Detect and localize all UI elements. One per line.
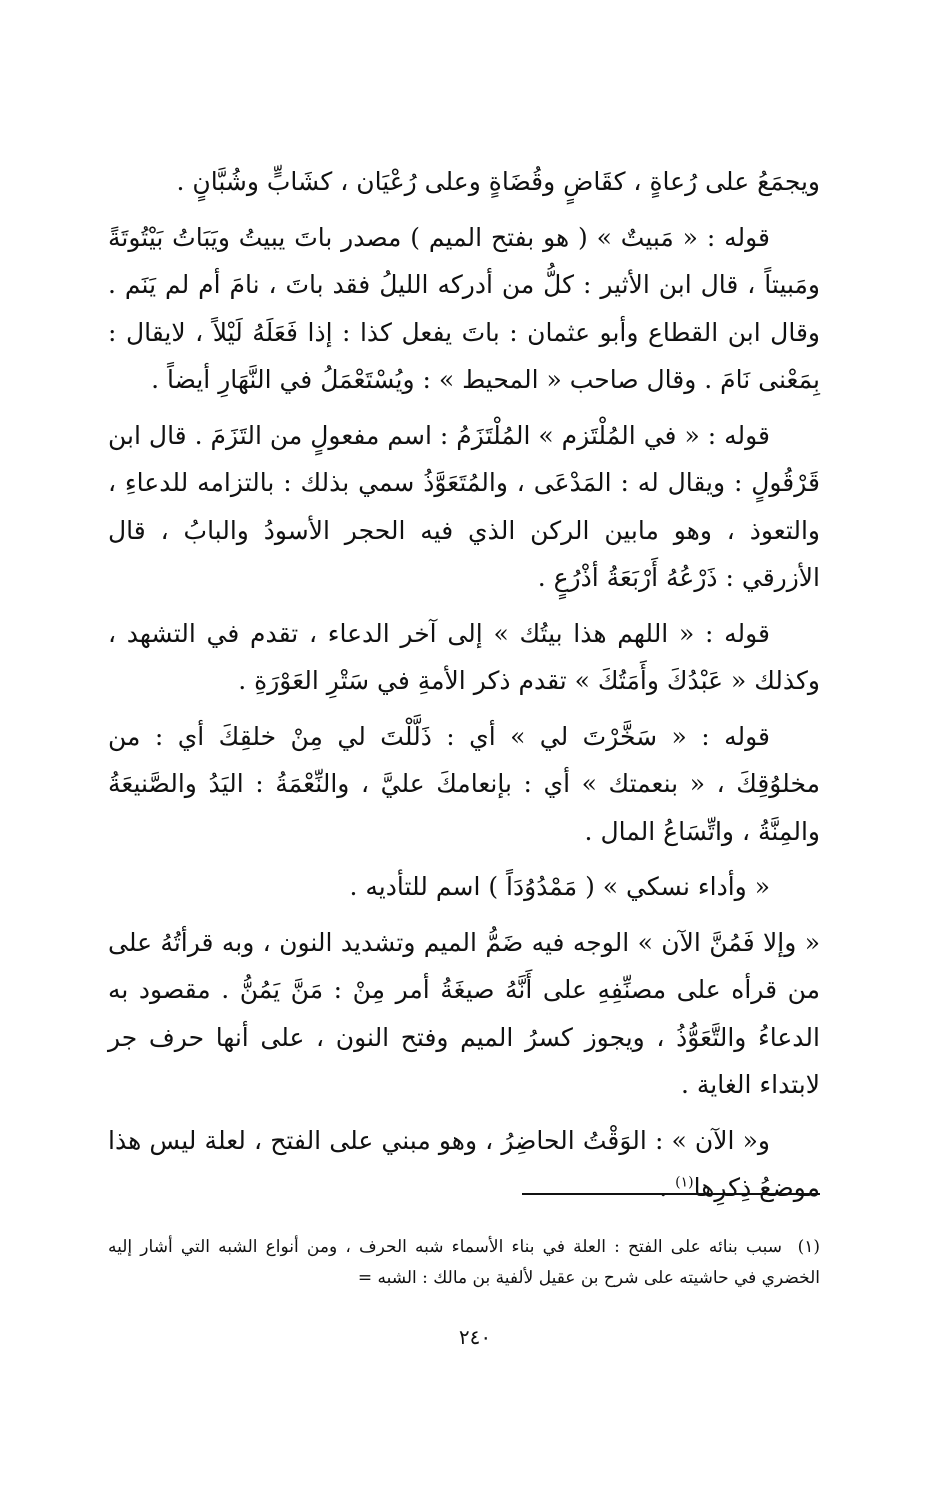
paragraph-nusuki: « وأداء نسكي » ( مَمْدُوُدَاً ) اسم للتأديه . — [349, 872, 770, 901]
paragraph-allahumma: قوله : « اللهم هذا بيتُك » إلى آخر الدعاء ، تقدم في التشهد ، وكذلك « عَبْدُكَ وأَمَتُكَ » تقدم ذكر الأمةِ في سَتْرِ العَوْرَةِ . — [108, 618, 820, 695]
main-text — [108, 158, 820, 1220]
footnote-number: (١) — [797, 1237, 820, 1257]
paragraph-1: ويجمَعُ على رُعاةٍ ، كقَاضٍ وقُضَاةٍ وعلى رُعْيَان ، كشَابٍّ وشُبَّانٍ . — [176, 167, 820, 196]
paragraph-famunna: « وإلا فَمُنَّ الآن » الوجه فيه ضَمُّ الميم وتشديد النون ، وبه قرأتُهُ على من قرأه على مصنِّفِهِ على أَنَّهُ صيغَةُ أمر مِنْ : مَنَّ يَمُنُّ . مقصود به الدعاءُ والتَّعَوُّذُ ، ويجوز كسرُ الميم وفتح النون ، على أنها حرف جر لابتداء الغاية . — [108, 927, 820, 1099]
paragraph-alaan-text: و« الآن » : الوَقْتُ الحاضِرُ ، وهو مبني على الفتح ، لعلة ليس هذا موضعُ ذِكرِها — [108, 1125, 820, 1202]
paragraph-multazam: قوله : « في المُلْتَزم » المُلْتَزَمُ : اسم مفعولٍ من التَزَمَ . قال ابن قَرْقُولٍ : ويقال له : المَدْعَى ، والمُتَعَوَّذُ سمي بذلك : بالتزامه للدعاءِ ، والتعوذ ، وهو مابين الركن الذي فيه الحجر الأسودُ والبابُ ، قال الأزرقي : ذَرْعُهُ أَرْبَعَةُ أذْرُعٍ . — [108, 420, 820, 592]
footnote — [108, 1232, 820, 1294]
page-number: ٢٤٠ — [458, 1325, 492, 1349]
paragraph-alaan — [108, 1117, 820, 1212]
footnote-text: سبب بنائه على الفتح : العلة في بناء الأسماء شبه الحرف ، ومن أنواع الشبه التي أشار إليه الخضري في حاشيته على شرح بن عقيل لألفية بن مالك : الشبه = — [108, 1237, 820, 1288]
closing-mark: . — [659, 1173, 676, 1202]
paragraph-mabit: قوله : « مَبيتٌ » ( هو بفتح الميم ) مصدر باتَ يبيتُ ويَبَاتُ بَيْتُوتَةً ومَبيتاً ، قال ابن الأثير : كلُّ من أدركه الليلُ فقد باتَ ، نامَ أم لم يَنَم . وقال ابن القطاع وأبو عثمان : باتَ يفعل كذا : إذا فَعَلَهُ لَيْلاً ، لايقال : بِمَعْنى نَامَ . وقال صاحب « المحيط » : ويُسْتَعْمَلُ في النَّهَارِ أيضاً . — [108, 222, 820, 394]
footnote-separator — [522, 1193, 820, 1195]
paragraph-sakhkharta: قوله : « سَخَّرْتَ لي » أي : ذَلَّلْتَ لي مِنْ خلقِكَ أي : من مخلوُقِكَ ، « بنعمتك » أي : بإنعامكَ عليَّ ، والنِّعْمَةُ : اليَدُ والصَّنيعَةُ والمِنَّةُ ، واتِّسَاعُ المال . — [108, 721, 820, 846]
footnote-reference[interactable]: (١) — [675, 1174, 694, 1191]
